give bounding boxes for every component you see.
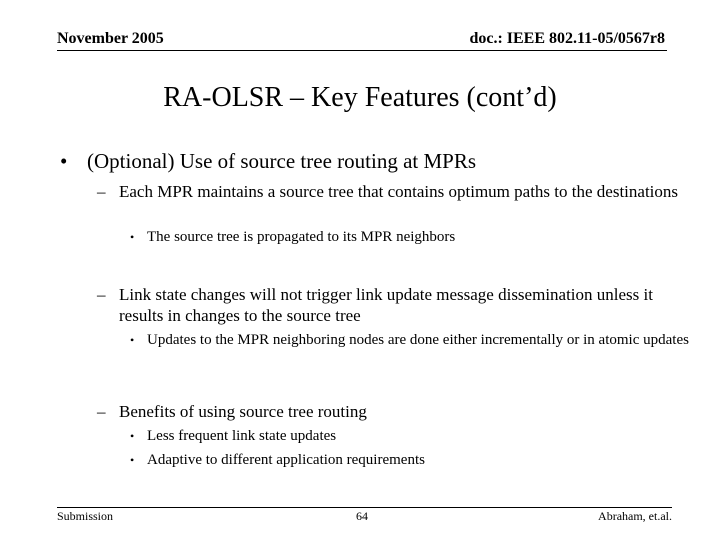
footer-submission: Submission: [57, 509, 114, 523]
footer-authors: Abraham, et.al.: [598, 509, 672, 523]
sub-sub-bullet-1-1-text: The source tree is propagated to its MPR neighbors: [147, 229, 456, 245]
header-doc-id: doc.: IEEE 802.11-05/0567r8: [469, 30, 665, 47]
sub-sub-bullet-3-1: [130, 427, 690, 446]
sub-bullet-2-marker: –: [97, 285, 106, 304]
slide-title: RA-OLSR – Key Features (cont’d): [163, 82, 557, 113]
sub-bullet-1: [97, 181, 687, 202]
sub-sub-bullet-3-1-text: Less frequent link state updates: [147, 428, 337, 444]
sub-sub-bullet-1-1-marker: •: [130, 230, 135, 244]
sub-bullet-3-text: Benefits of using source tree routing: [119, 402, 367, 421]
header-divider: [57, 50, 667, 51]
header-date: November 2005: [57, 30, 164, 47]
sub-bullet-2-text: Link state changes will not trigger link update message dissemination unless it results in changes to the source tree: [119, 285, 653, 325]
sub-sub-bullet-3-2-text: Adaptive to different application requirements: [147, 452, 425, 468]
sub-sub-bullet-1-1: [130, 228, 690, 247]
sub-bullet-3: [97, 401, 687, 422]
sub-sub-bullet-3-2-marker: •: [130, 453, 135, 467]
footer-divider: [57, 507, 672, 508]
sub-sub-bullet-2-1-marker: •: [130, 333, 135, 347]
main-bullet-text: (Optional) Use of source tree routing at MPRs: [87, 149, 477, 173]
footer-page-number: 64: [356, 509, 368, 523]
sub-sub-bullet-3-1-marker: •: [130, 429, 135, 443]
sub-sub-bullet-3-2: [130, 451, 690, 470]
main-bullet-marker: •: [60, 149, 68, 173]
sub-bullet-1-marker: –: [97, 182, 106, 201]
sub-sub-bullet-2-1: [130, 331, 690, 350]
sub-sub-bullet-2-1-text: Updates to the MPR neighboring nodes are done either incrementally or in atomic updates: [147, 332, 689, 348]
sub-bullet-3-marker: –: [97, 402, 106, 421]
sub-bullet-1-text: Each MPR maintains a source tree that contains optimum paths to the destinations: [119, 182, 678, 201]
sub-bullet-2: [97, 284, 687, 326]
